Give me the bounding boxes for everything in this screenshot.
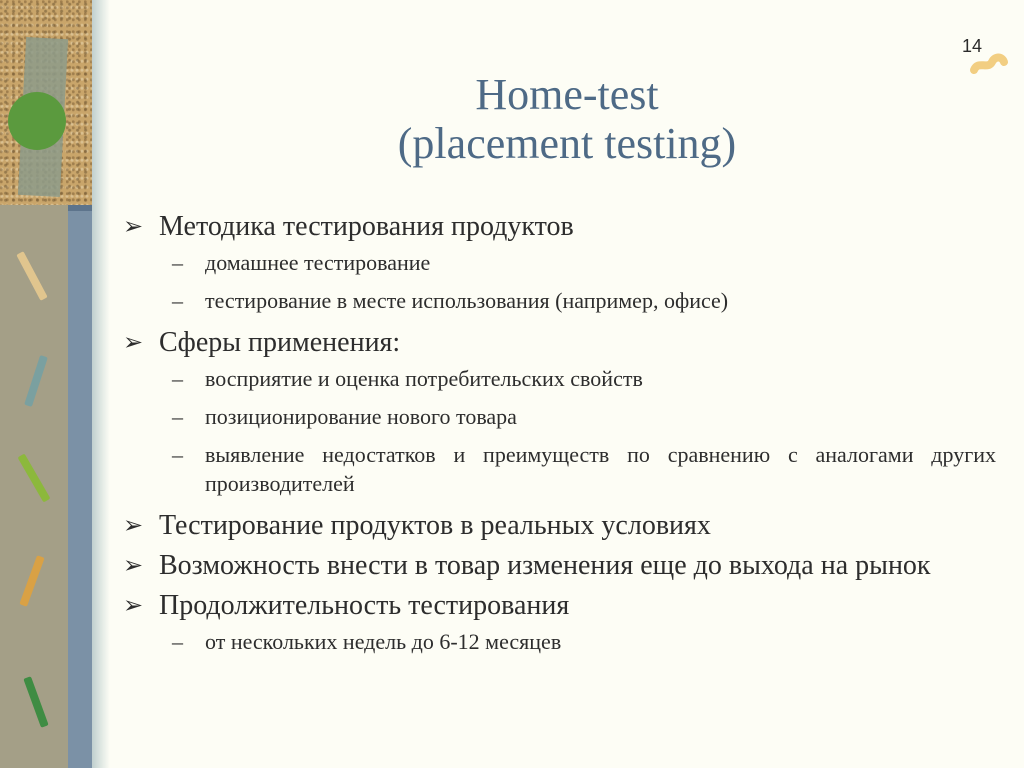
dash-bullet-icon: – [172,629,183,654]
slide-number: 14 [962,36,983,56]
bullet-text: от нескольких недель до 6-12 месяцев [205,629,562,654]
dash-bullet-icon: – [172,442,183,467]
bullet-item [118,324,996,361]
bullet-item [118,208,996,245]
bullet-text: Сферы применения: [159,327,401,358]
sub-bullet-item [118,248,996,277]
bullet-text: Продолжительность тестирования [159,590,570,621]
arrow-bullet-icon: ➢ [123,214,144,240]
bullet-text: Возможность внести в товар изменения еще до выхода на рынок [159,550,931,581]
sub-bullet-item [118,440,996,498]
arrow-bullet-icon: ➢ [123,330,144,356]
blue-strip [68,205,92,768]
arrow-bullet-icon: ➢ [123,513,144,539]
arrow-bullet-icon: ➢ [123,553,144,579]
bullet-text: домашнее тестирование [205,250,431,275]
sub-bullet-item [118,402,996,431]
bullet-list [118,208,996,665]
bullet-text: выявление недостатков и преимуществ по сравнению с аналогами других производителей [205,442,996,496]
blue-strip-top [68,205,92,211]
sub-bullet-item [118,627,996,656]
dash-bullet-icon: – [172,250,183,275]
title-line-2: (placement testing) [397,119,737,168]
sub-bullet-item [118,286,996,315]
arrow-bullet-icon: ➢ [123,593,144,619]
green-circle-shape [8,92,66,150]
dash-bullet-icon: – [172,366,183,391]
bullet-text: Методика тестирования продуктов [159,211,574,242]
slide-title [110,70,1024,168]
light-gradient-strip [92,0,110,768]
dash-bullet-icon: – [172,288,183,313]
dash-bullet-icon: – [172,404,183,429]
bullet-item [118,587,996,624]
bullet-text: позиционирование нового товара [205,404,517,429]
bullet-item [118,507,996,544]
sub-bullet-item [118,364,996,393]
title-line-1: Home-test [475,70,659,119]
decorative-sidebar [0,0,110,768]
bullet-item [118,547,996,584]
bullet-text: тестирование в месте использования (например, офисе) [205,288,729,313]
bullet-text: Тестирование продуктов в реальных условиях [159,510,711,541]
bullet-text: восприятие и оценка потребительских свойств [205,366,643,391]
